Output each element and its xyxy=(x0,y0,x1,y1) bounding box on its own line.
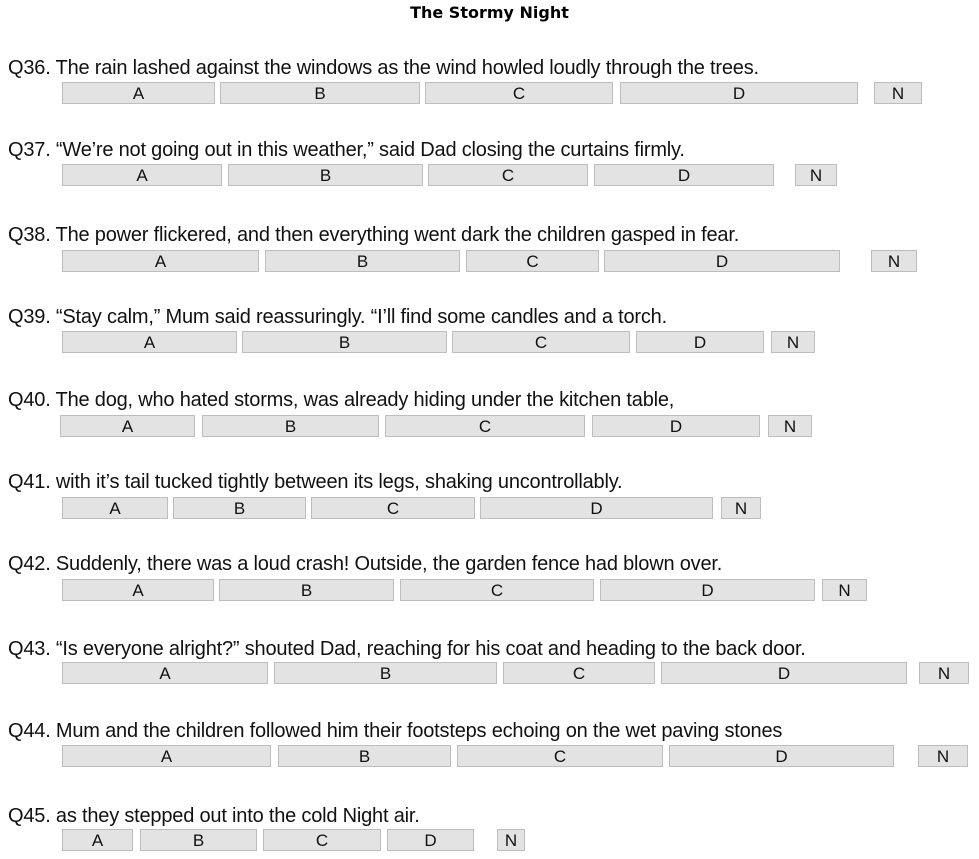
q37-option-c[interactable]: C xyxy=(428,164,588,186)
q45-option-c[interactable]: C xyxy=(263,829,381,851)
q36-option-d[interactable]: D xyxy=(620,82,858,104)
question-40-text: Q40. The dog, who hated storms, was already hiding under the kitchen table, xyxy=(8,389,675,411)
q43-option-c[interactable]: C xyxy=(503,662,655,684)
q36-option-b[interactable]: B xyxy=(220,82,420,104)
q38-option-d[interactable]: D xyxy=(604,250,840,272)
q43-option-a[interactable]: A xyxy=(62,662,268,684)
q37-option-b[interactable]: B xyxy=(228,164,423,186)
q45-option-d[interactable]: D xyxy=(387,829,474,851)
q36-option-a[interactable]: A xyxy=(62,82,215,104)
q41-option-d[interactable]: D xyxy=(480,497,713,519)
q40-option-b[interactable]: B xyxy=(202,415,379,437)
q40-option-a[interactable]: A xyxy=(60,415,195,437)
question-45-text: Q45. as they stepped out into the cold Night air. xyxy=(8,805,420,827)
q40-option-n[interactable]: N xyxy=(768,415,812,437)
q38-option-a[interactable]: A xyxy=(62,250,259,272)
q45-option-n[interactable]: N xyxy=(497,829,525,851)
q43-option-d[interactable]: D xyxy=(661,662,907,684)
page-title: The Stormy Night xyxy=(410,3,569,22)
q39-option-d[interactable]: D xyxy=(636,331,764,353)
q41-option-a[interactable]: A xyxy=(62,497,168,519)
question-39-text: Q39. “Stay calm,” Mum said reassuringly. “I’ll find some candles and a torch. xyxy=(8,306,667,328)
q38-option-n[interactable]: N xyxy=(871,250,917,272)
q38-option-c[interactable]: C xyxy=(466,250,599,272)
q42-option-d[interactable]: D xyxy=(600,579,815,601)
q37-option-a[interactable]: A xyxy=(62,164,222,186)
q41-option-n[interactable]: N xyxy=(721,497,761,519)
q43-option-b[interactable]: B xyxy=(274,662,497,684)
q38-option-b[interactable]: B xyxy=(265,250,460,272)
q39-option-a[interactable]: A xyxy=(62,331,237,353)
q44-option-a[interactable]: A xyxy=(62,745,271,767)
q36-option-n[interactable]: N xyxy=(874,82,922,104)
q44-option-n[interactable]: N xyxy=(918,745,968,767)
q41-option-b[interactable]: B xyxy=(173,497,306,519)
q44-option-b[interactable]: B xyxy=(278,745,451,767)
q39-option-c[interactable]: C xyxy=(452,331,630,353)
q43-option-n[interactable]: N xyxy=(919,662,969,684)
question-42-text: Q42. Suddenly, there was a loud crash! Outside, the garden fence had blown over. xyxy=(8,553,723,575)
q39-option-n[interactable]: N xyxy=(771,331,815,353)
q42-option-b[interactable]: B xyxy=(219,579,394,601)
question-43-text: Q43. “Is everyone alright?” shouted Dad, reaching for his coat and heading to the back door. xyxy=(8,638,806,660)
q42-option-c[interactable]: C xyxy=(400,579,594,601)
question-38-text: Q38. The power flickered, and then everything went dark the children gasped in fear. xyxy=(8,224,740,246)
q37-option-d[interactable]: D xyxy=(594,164,774,186)
q41-option-c[interactable]: C xyxy=(311,497,475,519)
q45-option-a[interactable]: A xyxy=(62,829,133,851)
q39-option-b[interactable]: B xyxy=(242,331,447,353)
question-44-text: Q44. Mum and the children followed him their footsteps echoing on the wet paving stones xyxy=(8,720,783,742)
q40-option-d[interactable]: D xyxy=(592,415,760,437)
q45-option-b[interactable]: B xyxy=(140,829,257,851)
q42-option-a[interactable]: A xyxy=(62,579,214,601)
q42-option-n[interactable]: N xyxy=(822,579,867,601)
q44-option-d[interactable]: D xyxy=(669,745,894,767)
q37-option-n[interactable]: N xyxy=(795,164,837,186)
q36-option-c[interactable]: C xyxy=(425,82,613,104)
question-37-text: Q37. “We’re not going out in this weather,” said Dad closing the curtains firmly. xyxy=(8,139,685,161)
question-36-text: Q36. The rain lashed against the windows as the wind howled loudly through the trees. xyxy=(8,57,759,79)
question-41-text: Q41. with it’s tail tucked tightly between its legs, shaking uncontrollably. xyxy=(8,471,623,493)
q40-option-c[interactable]: C xyxy=(385,415,585,437)
q44-option-c[interactable]: C xyxy=(457,745,663,767)
